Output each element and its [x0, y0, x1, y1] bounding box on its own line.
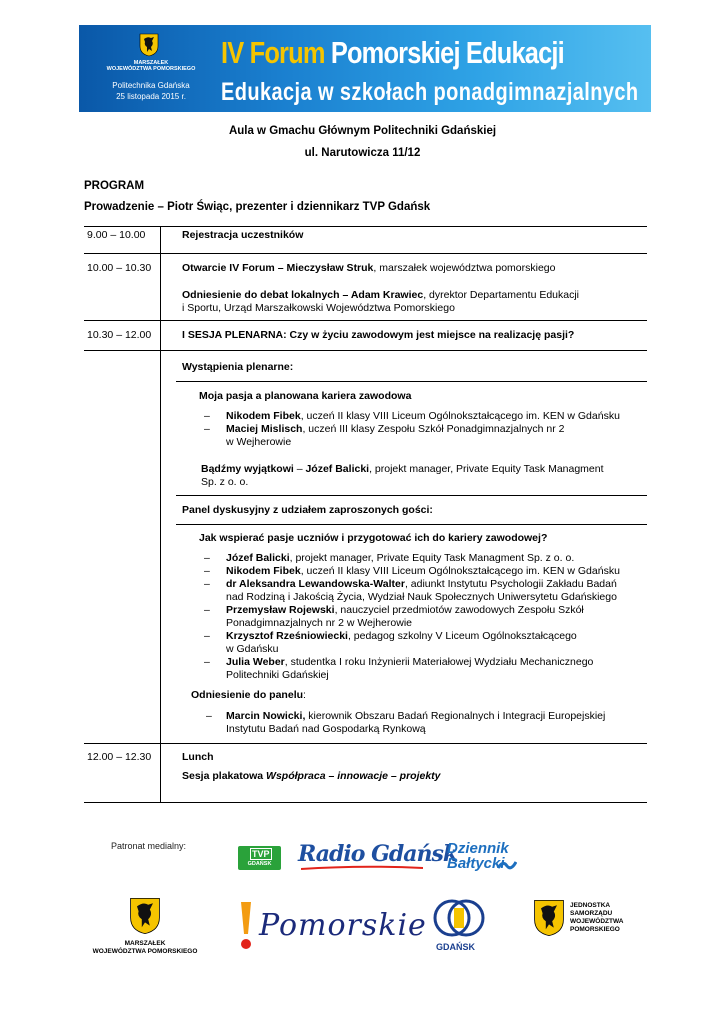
radio-gdansk-logo: Radio Gdańsk [298, 841, 458, 867]
respondent-desc-line-2: Instytutu Badań nad Gospodarką Rynkową [226, 723, 426, 735]
crest-caption-2: WOJEWÓDZTWA POMORSKIEGO [106, 66, 196, 72]
jst-griffin-crest-icon [533, 898, 565, 938]
slot-time: 10.00 – 10.30 [87, 262, 152, 274]
list-dash: – [204, 552, 210, 564]
crest-caption-1: MARSZAŁEK [133, 60, 169, 66]
program-heading: PROGRAM [84, 180, 145, 192]
table-bottom-border [84, 802, 647, 803]
panelist-item [226, 565, 620, 578]
slot-title: I SESJA PLENARNA: Czy w życiu zawodowym jest miejsce na realizację pasji? [182, 329, 575, 341]
plenary-heading: Wystąpienia plenarne: [182, 361, 294, 373]
speaker-name: Nikodem Fibek [226, 410, 301, 422]
panelist-item [226, 604, 584, 617]
opening-bold: Otwarcie IV Forum – Mieczysław Struk [182, 262, 374, 274]
panelist-desc: , studentka I roku Inżynierii Materiałowej Wydziału Mechanicznego [284, 656, 594, 668]
opening-rest: , marszałek województwa pomorskiego [373, 262, 556, 274]
slot-time: 10.30 – 12.00 [87, 329, 152, 341]
banner-place: Politechnika Gdańska [112, 81, 190, 90]
subrow-divider [176, 495, 647, 496]
reference-rest: , dyrektor Departamentu Edukacji [423, 289, 580, 301]
panelist-desc-line-2: Politechniki Gdańskiej [226, 669, 329, 681]
marshal-logo-caption [92, 940, 198, 956]
poster-session-title: Współpraca – innowacje – projekty [266, 770, 441, 782]
panel-question: Jak wspierać pasje uczniów i przygotować ich do kariery zawodowej? [199, 532, 548, 544]
jst-caption-1: JEDNOSTKA [570, 902, 611, 909]
speaker-desc: , uczeń II klasy VIII Liceum Ogólnokształcącego im. KEN w Gdańsku [300, 410, 620, 422]
table-top-border [84, 226, 647, 227]
panelist-desc: , projekt manager, Private Equity Task Managment Sp. z o. o. [289, 552, 575, 564]
row-divider [84, 253, 647, 254]
panelist-name: dr Aleksandra Lewandowska-Walter [226, 578, 405, 590]
extra-talk-title: Bądźmy wyjątkowi [201, 463, 294, 475]
panelist-desc-line-2: nad Rodziną i Jakością Życia, Wydział Nauk Społecznych Uniwersytetu Gdańskiego [226, 591, 617, 603]
panelist-item [226, 578, 617, 591]
marshal-griffin-crest-icon [129, 896, 161, 936]
banner-date: 25 listopada 2015 r. [116, 92, 186, 101]
venue-line-1: Aula w Gmachu Głównym Politechniki Gdańskiej [228, 125, 497, 137]
speaker-item [226, 423, 565, 436]
panel-response-label: Odniesienie do panelu [191, 689, 304, 701]
panelist-name: Nikodem Fibek [226, 565, 301, 577]
panelist-name: Julia Weber [226, 656, 285, 668]
banner-title [221, 36, 564, 70]
slot-title: Lunch [182, 751, 214, 763]
jst-caption-2: SAMORZĄDU [570, 910, 613, 917]
banner-subtitle: Edukacja w szkołach ponadgimnazjalnych [221, 78, 639, 106]
tvp-logo-subtext: GDAŃSK [247, 861, 272, 867]
extra-talk-speaker: Józef Balicki [305, 463, 370, 475]
tvp-gdansk-logo [238, 846, 281, 870]
panelist-name: Józef Balicki [226, 552, 290, 564]
panelist-item [226, 630, 577, 643]
speaker-desc: , uczeń III klasy Zespołu Szkół Ponadgimnazjalnych nr 2 [302, 423, 565, 435]
plenary-topic: Moja pasja a planowana kariera zawodowa [199, 390, 412, 402]
wave-icon [497, 858, 517, 872]
extra-talk [201, 463, 604, 476]
poster-session [182, 770, 441, 783]
patronage-label: Patronat medialny: [111, 841, 187, 851]
subrow-divider [176, 524, 647, 525]
speaker-name: Maciej Mislisch [226, 423, 303, 435]
reference-bold: Odniesienie do debat lokalnych – Adam Krawiec [182, 289, 424, 301]
panelist-desc-line-2: w Gdańsku [226, 643, 279, 655]
panel-response-heading [191, 689, 306, 702]
row-divider [84, 743, 647, 744]
extra-talk-sep: – [293, 463, 306, 475]
poster-session-prefix: Sesja plakatowa [182, 770, 267, 782]
banner-title-accent: IV Forum [221, 35, 325, 70]
jst-caption-4: POMORSKIEGO [570, 926, 620, 933]
cen-gdansk-logo-text: GDAŃSK [436, 942, 476, 952]
panelist-desc-line-2: Ponadgimnazjalnych nr 2 w Wejherowie [226, 617, 412, 629]
time-column-divider [160, 226, 161, 803]
marshal-caption-1: MARSZAŁEK [124, 940, 166, 947]
list-dash: – [204, 410, 210, 422]
pomeranian-griffin-crest-icon [139, 33, 159, 57]
cen-circle-icon [432, 898, 486, 938]
panelist-desc: , adiunkt Instytutu Psychologii Zakładu Badań [404, 578, 617, 590]
respondent-item [226, 710, 605, 723]
tvp-logo-text: TVP [252, 849, 270, 859]
respondent-desc: kierownik Obszaru Badań Regionalnych i Integracji Europejskiej [305, 710, 606, 722]
radio-gdansk-swoosh-icon [301, 865, 423, 871]
panelist-item [226, 656, 593, 669]
extra-talk-desc: , projekt manager, Private Equity Task Managment [369, 463, 604, 475]
row-divider [84, 320, 647, 321]
list-dash: – [204, 656, 210, 668]
marshal-caption-2: WOJEWÓDZTWA POMORSKIEGO [92, 948, 198, 955]
opening-line [182, 262, 555, 275]
list-dash: – [204, 604, 210, 616]
slot-time: 12.00 – 12.30 [87, 751, 152, 763]
venue-line-2: ul. Narutowicza 11/12 [304, 147, 421, 159]
exclamation-mark-icon [239, 902, 253, 950]
row-divider [84, 350, 647, 351]
panel-response-colon: : [303, 689, 306, 701]
jst-logo-caption [570, 902, 623, 934]
panel-heading: Panel dyskusyjny z udziałem zaproszonych gości: [182, 504, 433, 516]
header-banner [79, 25, 651, 112]
reference-line-2: i Sportu, Urząd Marszałkowski Województwa Pomorskiego [182, 302, 455, 314]
panelist-name: Krzysztof Rześniowiecki [226, 630, 348, 642]
list-dash: – [204, 423, 210, 435]
respondent-name: Marcin Nowicki, [226, 710, 306, 722]
panelist-name: Przemysław Rojewski [226, 604, 335, 616]
dziennik-logo-line-1: Dziennik [447, 840, 509, 857]
jst-caption-3: WOJEWÓDZTWA [570, 918, 624, 925]
list-dash: – [206, 710, 212, 722]
list-dash: – [204, 630, 210, 642]
list-dash: – [204, 578, 210, 590]
panelist-desc: , pedagog szkolny V Liceum Ogólnokształcącego [347, 630, 577, 642]
speaker-item [226, 410, 620, 423]
list-dash: – [204, 565, 210, 577]
banner-title-rest: Pomorskiej Edukacji [324, 35, 564, 70]
host-line: Prowadzenie – Piotr Świąc, prezenter i dziennikarz TVP Gdańsk [84, 201, 431, 213]
subrow-divider [176, 381, 647, 382]
extra-talk-desc-2: Sp. z o. o. [201, 476, 249, 488]
dziennik-logo-line-2: Bałtycki [447, 855, 505, 872]
panelist-desc: , uczeń II klasy VIII Liceum Ogólnokształcącego im. KEN w Gdańsku [300, 565, 620, 577]
slot-time: 9.00 – 10.00 [87, 229, 146, 241]
slot-title: Rejestracja uczestników [182, 229, 304, 241]
speaker-desc-line-2: w Wejherowie [226, 436, 292, 448]
pomorskie-logo: Pomorskie [259, 908, 427, 943]
reference-line [182, 289, 579, 302]
panelist-desc: , nauczyciel przedmiotów zawodowych Zespołu Szkół [334, 604, 584, 616]
panelist-item [226, 552, 574, 565]
